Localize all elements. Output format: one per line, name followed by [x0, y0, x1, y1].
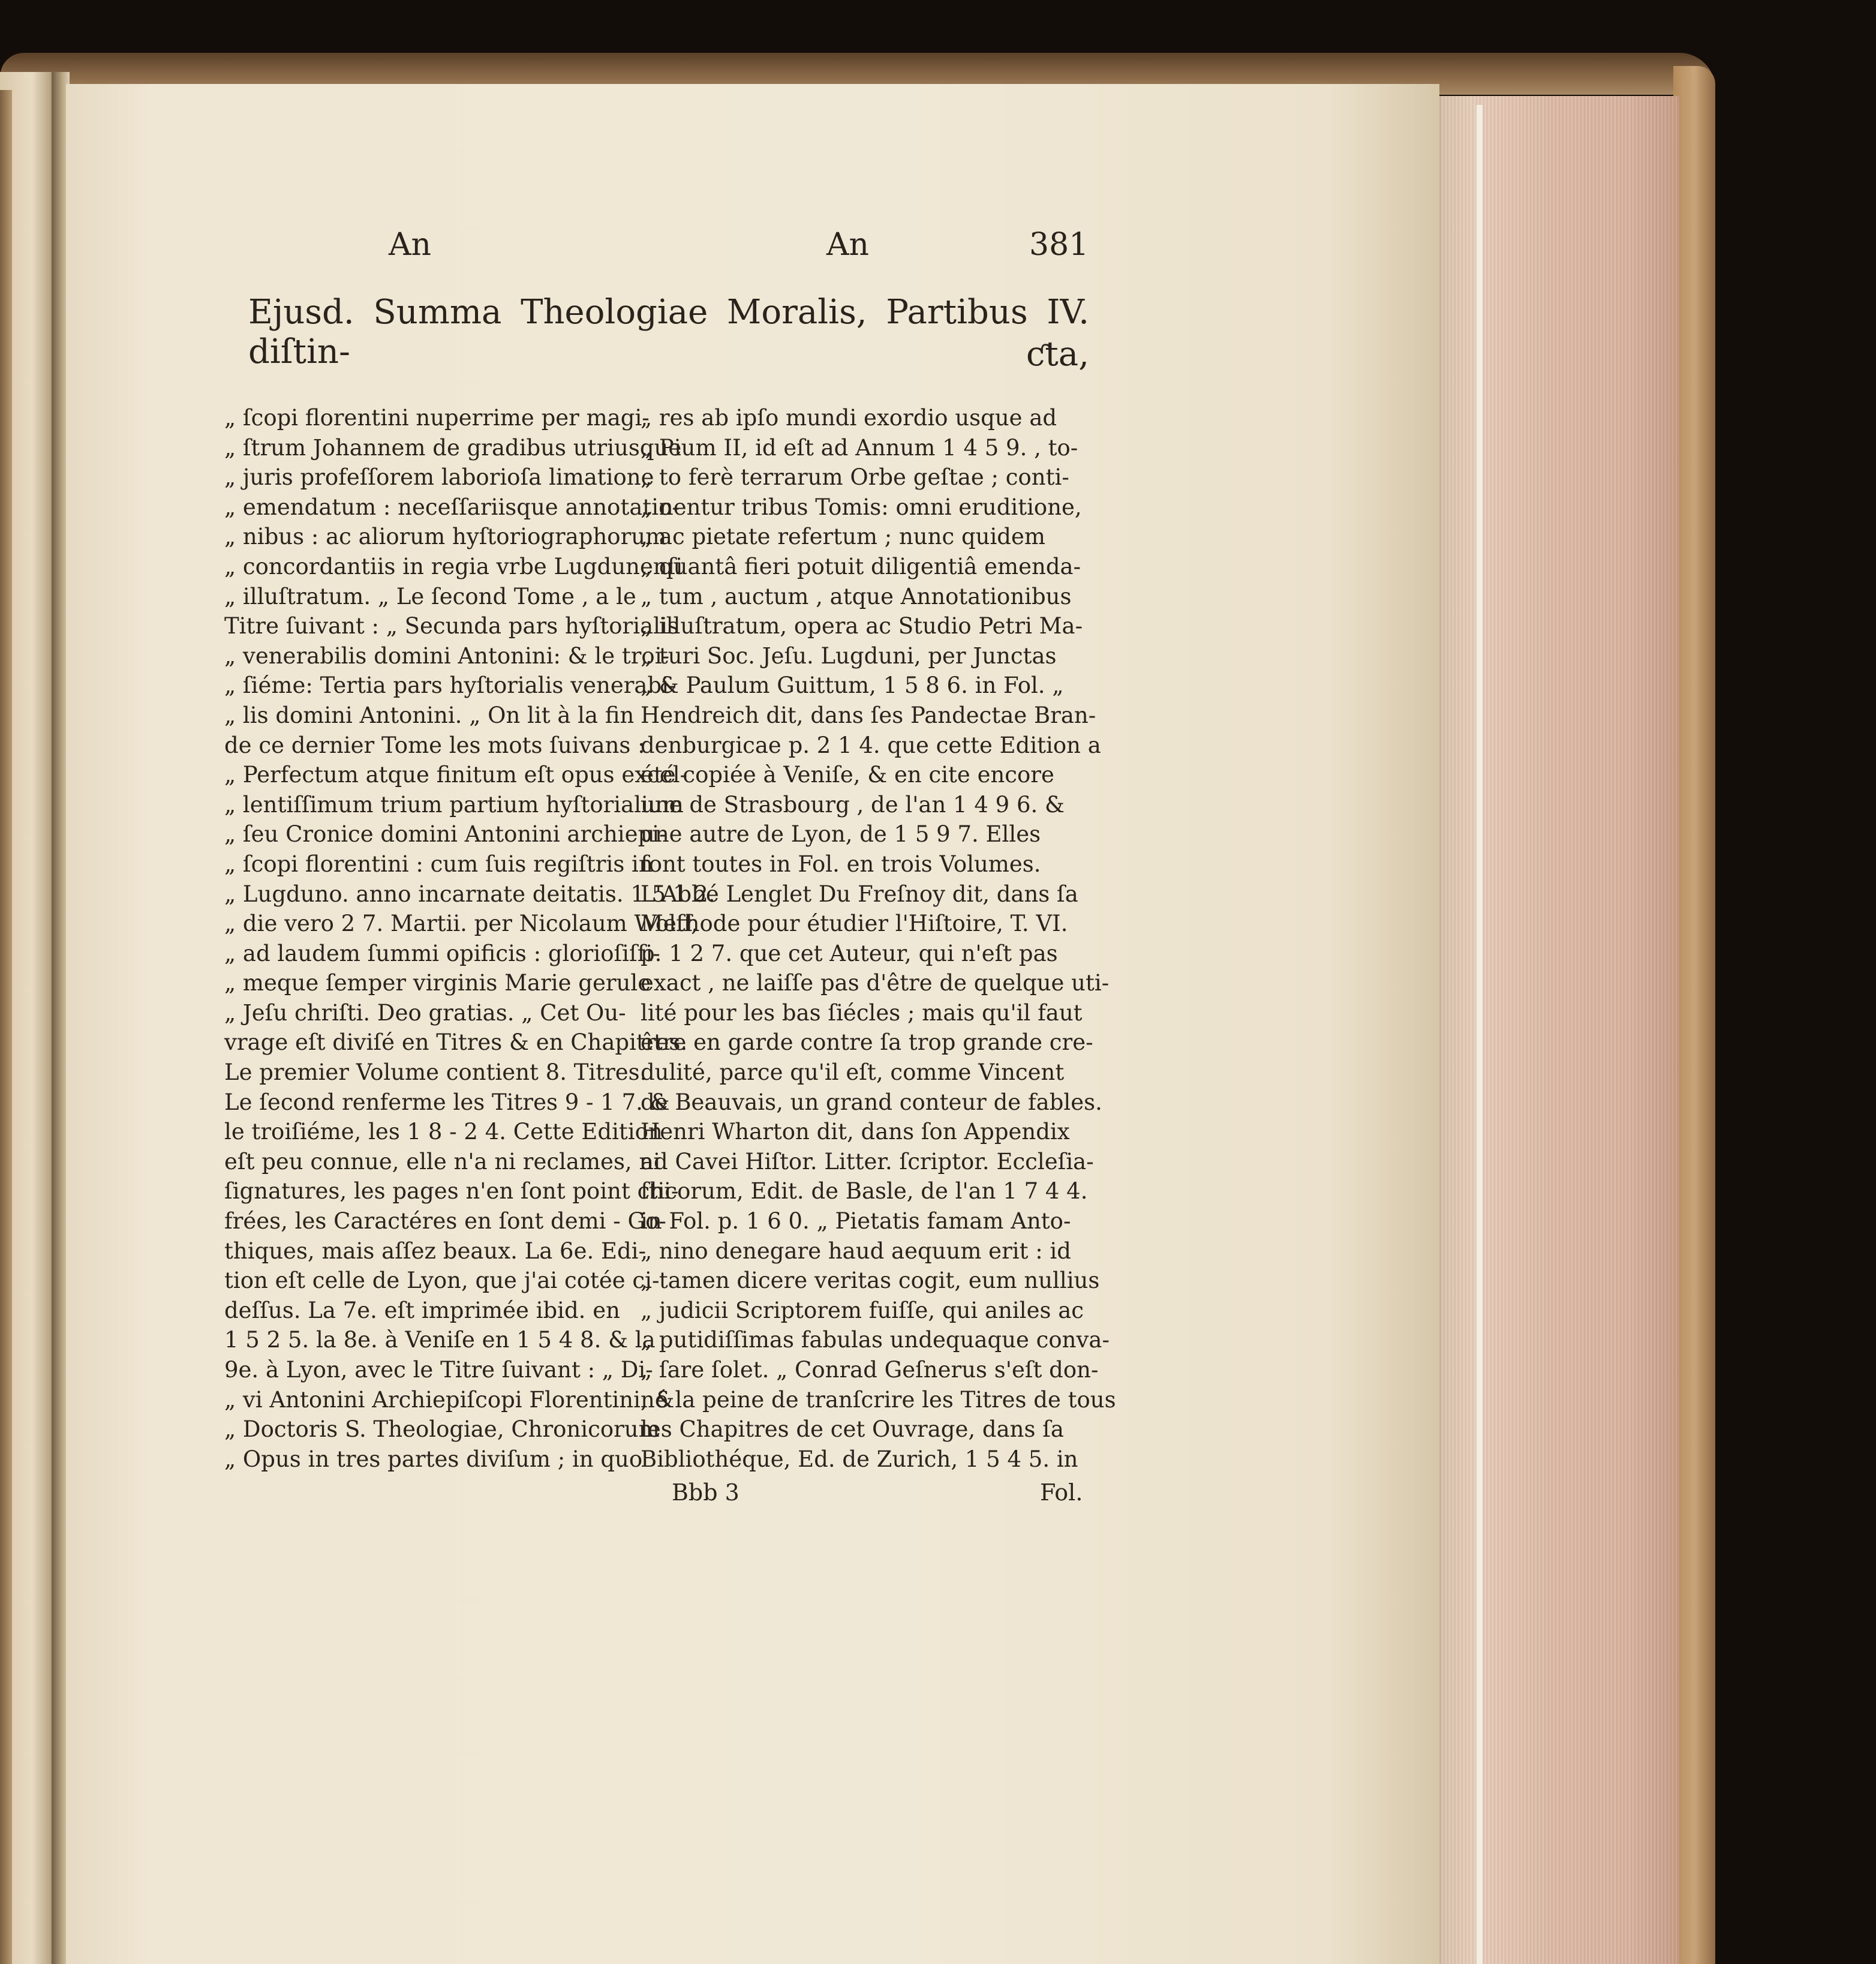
text-line: „ ac pietate refertum ; nunc quidem: [641, 524, 1045, 550]
text-line: „ illuſtratum, opera ac Studio Petri Ma-: [641, 613, 1083, 639]
text-line: „ & Paulum Guittum, 1 5 8 6. in Fol. „: [641, 672, 1064, 699]
text-line: de Beauvais, un grand conteur de fables.: [641, 1089, 1102, 1115]
text-line: „ ſtrum Johannem de gradibus utriusque: [224, 434, 682, 461]
text-line: „ meque ſemper virginis Marie gerule: [224, 970, 651, 996]
text-line: „ lis domini Antonini. „ On lit à la fin: [224, 702, 635, 728]
text-line: été copiée à Veniſe, & en cite encore: [641, 762, 1054, 788]
text-line: „ Doctoris S. Theologiae, Chronicorum: [224, 1416, 660, 1443]
text-line: Methode pour étudier l'Hiſtoire, T. VI.: [641, 911, 1068, 937]
text-line: „ Jeſu chriſti. Deo gratias. „ Cet Ou-: [224, 999, 626, 1026]
signature-mark: Bbb 3: [672, 1479, 739, 1506]
text-line: ſignatures, les pages n'en ſont point chi-: [224, 1178, 679, 1205]
text-line: „ quantâ fieri potuit diligentiâ emenda-: [641, 553, 1081, 579]
back-cover: [1673, 66, 1715, 1964]
text-line: „ Perfectum atque finitum eſt opus excel-: [224, 762, 688, 788]
left-cover-edge: [0, 90, 12, 1964]
left-text-column: [224, 403, 715, 1474]
text-line: „ nibus : ac aliorum hyſtoriographorum: [224, 524, 667, 550]
text-line: „ nino denegare haud aequum erit : id: [641, 1238, 1071, 1264]
catchword: Fol.: [1040, 1479, 1083, 1506]
text-line: né la peine de tranſcrire les Titres de tous: [641, 1386, 1116, 1413]
running-head-left: An: [389, 227, 432, 263]
text-line: ſont toutes in Fol. en trois Volumes.: [641, 851, 1041, 877]
text-line: tion eſt celle de Lyon, que j'ai cotée ci-: [224, 1268, 660, 1294]
page-block-fore-edge: [1427, 96, 1679, 1964]
text-line: „ lentiſſimum trium partium hyſtorialium: [224, 791, 684, 818]
text-line: „ emendatum : neceſſariisque annotatio-: [224, 494, 680, 520]
text-line: in Fol. p. 1 6 0. „ Pietatis famam Anto-: [641, 1208, 1071, 1235]
text-line: L'Abbé Lenglet Du Freſnoy dit, dans ſa: [641, 881, 1078, 907]
text-line: être en garde contre ſa trop grande cre-: [641, 1029, 1093, 1056]
text-line: 9e. à Lyon, avec le Titre ſuivant : „ Di-: [224, 1357, 653, 1383]
text-line: Bibliothéque, Ed. de Zurich, 1 5 4 5. in: [641, 1446, 1078, 1472]
text-line: „ judicii Scriptorem fuiſſe, qui aniles ac: [641, 1297, 1084, 1323]
text-line: „ vi Antonini Archiepiſcopi Florentini, &: [224, 1386, 675, 1413]
text-line: une autre de Lyon, de 1 5 9 7. Elles: [641, 821, 1041, 848]
text-line: „ ſcopi florentini nuperrime per magi-: [224, 405, 650, 431]
text-line: de ce dernier Tome les mots ſuivans :: [224, 732, 645, 758]
text-line: 1 5 2 5. la 8e. à Veniſe en 1 5 4 8. & la: [224, 1327, 656, 1353]
text-line: frées, les Caractéres en ſont demi - Go-: [224, 1208, 666, 1235]
text-line: „ nentur tribus Tomis: omni eruditione,: [641, 494, 1082, 520]
text-line: „ die vero 2 7. Martii. per Nicolaum Wolff,: [224, 911, 698, 937]
text-line: „ ſiéme: Tertia pars hyſtorialis venerabi-: [224, 672, 677, 699]
text-line: „ ſeu Cronice domini Antonini archiepi-: [224, 821, 667, 848]
text-line: „ ad laudem ſummi opificis : glorioſiſſi-: [224, 940, 660, 966]
text-line: dulité, parce qu'il eſt, comme Vincent: [641, 1059, 1065, 1086]
text-line: ad Cavei Hiſtor. Litter. ſcriptor. Eccleſia-: [641, 1148, 1094, 1175]
entry-heading-continuation: ƈta,: [1026, 335, 1089, 374]
text-line: exact , ne laiſſe pas d'être de quelque uti-: [641, 970, 1110, 996]
text-line: „ ſcopi florentini : cum ſuis regiſtris in: [224, 851, 653, 877]
text-line: „ Lugduno. anno incarnate deitatis. 1 5 1 2.: [224, 881, 715, 907]
text-line: „ juris profeſſorem laborioſa limatione: [224, 464, 654, 491]
text-line: deſſus. La 7e. eſt imprimée ibid. en: [224, 1297, 620, 1323]
text-line: vrage eſt diviſé en Titres & en Chapitres.: [224, 1029, 688, 1056]
entry-heading: Ejusd. Summa Theologiae Moralis, Partibus IV. diſtin-: [248, 293, 1089, 371]
text-line: „ Pium II, id eſt ad Annum 1 4 5 9. , to-: [641, 434, 1078, 461]
text-line: „ tum , auctum , atque Annotationibus: [641, 583, 1072, 609]
text-line: denburgicae p. 2 1 4. que cette Edition a: [641, 732, 1101, 758]
text-line: „ res ab ipſo mundi exordio usque ad: [641, 405, 1057, 431]
text-line: ſticorum, Edit. de Basle, de l'an 1 7 4 4.: [641, 1178, 1088, 1205]
text-line: „ illuſtratum. „ Le ſecond Tome , a le: [224, 583, 636, 609]
text-line: „ turi Soc. Jeſu. Lugduni, per Junctas: [641, 642, 1057, 669]
text-line: „ putidiſſimas fabulas undequaque conva-: [641, 1327, 1110, 1353]
text-line: „ Opus in tres partes diviſum ; in quo: [224, 1446, 643, 1472]
text-line: une de Strasbourg , de l'an 1 4 9 6. &: [641, 791, 1065, 818]
text-line: les Chapitres de cet Ouvrage, dans ſa: [641, 1416, 1064, 1443]
text-line: „ tamen dicere veritas cogit, eum nullius: [641, 1268, 1100, 1294]
running-head-center: An: [826, 227, 870, 263]
text-line: „ concordantiis in regia vrbe Lugdunenſi: [224, 553, 683, 579]
text-line: Titre ſuivant : „ Secunda pars hyſtorialis: [224, 613, 679, 639]
text-line: eſt peu connue, elle n'a ni reclames, ni: [224, 1148, 661, 1175]
text-line: „ to ferè terrarum Orbe geſtae ; conti-: [641, 464, 1069, 491]
text-line: „ venerabilis domini Antonini: & le troi-: [224, 642, 670, 669]
text-line: p. 1 2 7. que cet Auteur, qui n'eſt pas: [641, 940, 1058, 966]
text-line: „ ſare ſolet. „ Conrad Geſnerus s'eſt don-: [641, 1357, 1099, 1383]
text-line: Le ſecond renferme les Titres 9 - 1 7. &: [224, 1089, 670, 1115]
text-line: lité pour les bas ſiécles ; mais qu'il faut: [641, 999, 1083, 1026]
page-edge-highlight: [1477, 105, 1483, 1964]
right-text-column: [641, 403, 1116, 1474]
text-line: Le premier Volume contient 8. Titres.: [224, 1059, 647, 1086]
page-number: 381: [1029, 227, 1089, 263]
text-line: Henri Wharton dit, dans ſon Appendix: [641, 1119, 1070, 1145]
text-line: le troiſiéme, les 1 8 - 2 4. Cette Edition: [224, 1119, 663, 1145]
text-line: thiques, mais aſſez beaux. La 6e. Edi-: [224, 1238, 647, 1264]
text-line: Hendreich dit, dans ſes Pandectae Bran-: [641, 702, 1096, 728]
